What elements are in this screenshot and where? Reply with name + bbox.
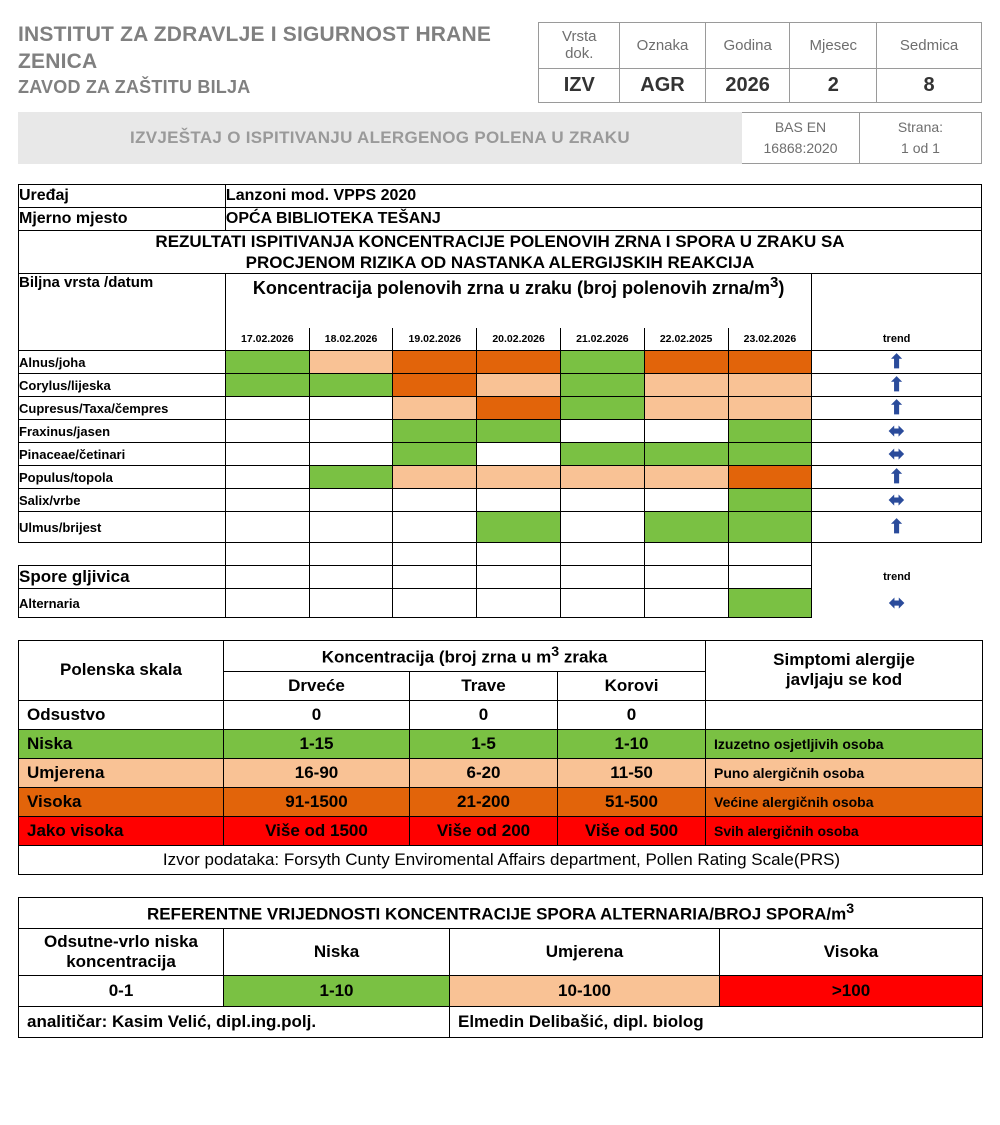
scale-conc-header-sup: 3	[551, 644, 560, 660]
conc-cell	[309, 420, 393, 443]
reference-table-wrap	[18, 897, 982, 1039]
conc-cell	[560, 374, 644, 397]
scale-weeds: 0	[558, 700, 706, 729]
scale-symptoms	[706, 700, 983, 729]
report-title-bar	[18, 112, 982, 164]
conc-cell	[393, 374, 477, 397]
reference-header-umjerena: Umjerena	[450, 928, 720, 976]
spacer-cell	[812, 543, 982, 566]
page-value: 1 od 1	[901, 139, 940, 156]
pollen-scale-wrap	[18, 640, 982, 875]
spacer-cell	[309, 543, 393, 566]
conc-cell	[393, 512, 477, 543]
signature-row	[19, 1007, 983, 1038]
spores-header-cell	[309, 566, 393, 589]
conc-cell	[560, 397, 644, 420]
conc-cell	[644, 397, 728, 420]
concentration-header-end: )	[778, 278, 785, 298]
device-row	[19, 184, 982, 207]
conc-cell	[225, 589, 309, 618]
scale-grass: 1-5	[410, 729, 558, 758]
conc-cell	[560, 466, 644, 489]
reference-title-row	[19, 897, 983, 928]
conc-cell	[309, 351, 393, 374]
doc-value-oznaka: AGR	[620, 68, 706, 102]
conc-cell	[560, 420, 644, 443]
scale-symptoms-header	[706, 641, 983, 701]
spacer-cell	[560, 543, 644, 566]
conc-cell	[393, 351, 477, 374]
spores-header-cell	[560, 566, 644, 589]
scale-trees: 16-90	[224, 758, 410, 787]
spacer-cell	[728, 543, 812, 566]
conc-cell	[393, 489, 477, 512]
scale-symptoms: Puno alergičnih osoba	[706, 758, 983, 787]
conc-cell	[393, 589, 477, 618]
species-name: Pinaceae/četinari	[19, 443, 226, 466]
reference-col1-line-1: Odsutne-vrlo niska	[44, 931, 198, 951]
reference-col1-header	[19, 928, 224, 976]
table-row	[19, 489, 982, 512]
doc-value-sedmica: 8	[877, 68, 982, 102]
conc-cell	[309, 397, 393, 420]
conc-cell	[477, 489, 561, 512]
analyst-label: analitičar: Kasim Velić, dipl.ing.polj.	[19, 1007, 450, 1038]
standard-line-1: BAS EN	[774, 119, 827, 136]
scale-grass: 0	[410, 700, 558, 729]
scale-level: Odsustvo	[19, 700, 224, 729]
institute-line-1: INSTITUT ZA ZDRAVLJE I SIGURNOST HRANE	[18, 23, 492, 46]
page-indicator	[860, 112, 982, 164]
species-name: Populus/topola	[19, 466, 226, 489]
table-row	[19, 374, 982, 397]
results-header-row	[19, 274, 982, 329]
page-label: Strana:	[897, 119, 944, 136]
date-header-7: 23.02.2026	[728, 328, 812, 351]
conc-cell	[393, 466, 477, 489]
conc-cell	[225, 489, 309, 512]
spores-header-cell	[644, 566, 728, 589]
biologist-label: Elmedin Delibašić, dipl. biolog	[450, 1007, 983, 1038]
conc-cell	[225, 466, 309, 489]
conc-cell	[728, 512, 812, 543]
trend-arrow-up-icon: ⬆	[812, 397, 982, 420]
species-name: Ulmus/brijest	[19, 512, 226, 543]
conc-cell	[309, 489, 393, 512]
conc-cell	[644, 374, 728, 397]
conc-cell	[728, 397, 812, 420]
doc-code-values-row	[539, 68, 982, 102]
conc-cell	[225, 443, 309, 466]
species-header-spacer	[19, 328, 226, 351]
document-code-table	[538, 22, 982, 103]
spores-header-cell	[477, 566, 561, 589]
table-row	[19, 466, 982, 489]
reference-col1-line-2: koncentracija	[66, 952, 176, 972]
conc-cell	[477, 466, 561, 489]
conc-cell	[393, 443, 477, 466]
source-note-row	[19, 845, 983, 874]
results-banner	[19, 230, 982, 274]
conc-cell	[477, 374, 561, 397]
spacer-cell	[19, 543, 226, 566]
scale-level: Jako visoka	[19, 816, 224, 845]
concentration-header-sup: 3	[769, 274, 779, 291]
conc-cell	[225, 397, 309, 420]
conc-cell	[477, 512, 561, 543]
conc-cell	[225, 420, 309, 443]
scale-grass: 21-200	[410, 787, 558, 816]
trend-arrow-up-icon: ⬆	[812, 512, 982, 543]
conc-cell	[309, 443, 393, 466]
trend-arrow-up-icon: ⬆	[812, 466, 982, 489]
institute-name	[18, 22, 536, 99]
species-column-header: Biljna vrsta /datum	[19, 274, 226, 329]
scale-level: Umjerena	[19, 758, 224, 787]
scale-grass: Više od 200	[410, 816, 558, 845]
scale-subheader-grass: Trave	[410, 671, 558, 700]
date-header-row	[19, 328, 982, 351]
date-header-6: 22.02.2025	[644, 328, 728, 351]
trend-arrow-flat-icon: ⬌	[812, 443, 982, 466]
conc-cell	[393, 397, 477, 420]
table-row	[19, 351, 982, 374]
table-row	[19, 758, 983, 787]
reference-value-low: 1-10	[224, 976, 450, 1007]
institute-line-2: ZENICA	[18, 49, 98, 73]
scale-level: Visoka	[19, 787, 224, 816]
scale-header-row	[19, 641, 983, 672]
conc-cell	[644, 489, 728, 512]
site-row	[19, 207, 982, 230]
doc-label-mjesec: Mjesec	[790, 23, 877, 69]
table-row	[19, 420, 982, 443]
table-row	[19, 512, 982, 543]
scale-weeds: Više od 500	[558, 816, 706, 845]
date-header-2: 18.02.2026	[309, 328, 393, 351]
scale-conc-header-post: zraka	[559, 647, 608, 667]
pollen-scale-table	[18, 640, 983, 875]
conc-cell	[309, 589, 393, 618]
device-label: Uređaj	[19, 184, 226, 207]
conc-cell	[309, 374, 393, 397]
trend-arrow-flat-icon: ⬌	[812, 489, 982, 512]
doc-label-sedmica: Sedmica	[877, 23, 982, 69]
spacer-cell	[644, 543, 728, 566]
spores-header-cell	[225, 566, 309, 589]
doc-value-vrsta: IZV	[539, 68, 620, 102]
conc-cell	[225, 374, 309, 397]
reference-value-high: >100	[720, 976, 983, 1007]
scale-grass: 6-20	[410, 758, 558, 787]
scale-trees: 1-15	[224, 729, 410, 758]
scale-weeds: 51-500	[558, 787, 706, 816]
spores-header-cell	[393, 566, 477, 589]
source-note: Izvor podataka: Forsyth Cunty Enviromental Affairs department, Pollen Rating Scale(PRS)	[19, 845, 983, 874]
species-name: Corylus/lijeska	[19, 374, 226, 397]
reference-header-niska: Niska	[224, 928, 450, 976]
conc-cell	[477, 589, 561, 618]
conc-cell	[644, 466, 728, 489]
doc-label-godina: Godina	[705, 23, 790, 69]
institute-line-3: ZAVOD ZA ZAŠTITU BILJA	[18, 76, 251, 97]
date-header-5: 21.02.2026	[560, 328, 644, 351]
conc-cell	[728, 489, 812, 512]
conc-cell	[728, 443, 812, 466]
conc-cell	[644, 351, 728, 374]
scale-symptoms-header-line-1: Simptomi alergije	[773, 650, 915, 670]
species-name: Alnus/joha	[19, 351, 226, 374]
conc-cell	[728, 351, 812, 374]
conc-cell	[393, 420, 477, 443]
species-name: Fraxinus/jasen	[19, 420, 226, 443]
scale-weeds: 11-50	[558, 758, 706, 787]
reference-values-row	[19, 976, 983, 1007]
doc-code-labels-row	[539, 23, 982, 69]
scale-subheader-trees: Drveće	[224, 671, 410, 700]
trend-header-spacer	[812, 274, 982, 329]
table-row	[19, 729, 983, 758]
conc-cell	[477, 351, 561, 374]
conc-cell	[225, 512, 309, 543]
standard-line-2: 16868:2020	[763, 139, 838, 156]
scale-trees: 0	[224, 700, 410, 729]
site-label: Mjerno mjesto	[19, 207, 226, 230]
doc-value-godina: 2026	[705, 68, 790, 102]
trend-arrow-flat-icon: ⬌	[888, 592, 905, 614]
scale-symptoms: Svih alergičnih osoba	[706, 816, 983, 845]
reference-value-moderate: 10-100	[450, 976, 720, 1007]
concentration-header-text: Koncentracija polenovih zrna u zraku (broj polenovih zrna/m	[252, 278, 770, 298]
results-table-wrap	[18, 184, 982, 619]
document-header	[18, 0, 982, 103]
results-table	[18, 184, 982, 619]
spacer-cell	[477, 543, 561, 566]
scale-symptoms-header-line-2: javljaju se kod	[785, 670, 903, 690]
scale-conc-header	[224, 641, 706, 672]
conc-cell	[728, 466, 812, 489]
scale-conc-header-pre: Koncentracija (broj zrna u m	[321, 647, 552, 667]
conc-cell	[560, 489, 644, 512]
scale-symptoms: Većine alergičnih osoba	[706, 787, 983, 816]
table-row	[19, 700, 983, 729]
spores-header-row	[19, 566, 982, 589]
reference-title	[19, 897, 983, 928]
scale-level: Niska	[19, 729, 224, 758]
reference-header-visoka: Visoka	[720, 928, 983, 976]
device-value: Lanzoni mod. VPPS 2020	[225, 184, 981, 207]
scale-symptoms: Izuzetno osjetljivih osoba	[706, 729, 983, 758]
table-row	[19, 787, 983, 816]
conc-cell	[728, 420, 812, 443]
conc-cell	[560, 589, 644, 618]
conc-cell	[644, 512, 728, 543]
spacer-cell	[393, 543, 477, 566]
table-row	[19, 397, 982, 420]
species-name: Cupresus/Taxa/čempres	[19, 397, 226, 420]
doc-label-oznaka: Oznaka	[620, 23, 706, 69]
standard-reference	[742, 112, 860, 164]
results-banner-line-1: REZULTATI ISPITIVANJA KONCENTRACIJE POLENOVIH ZRNA I SPORA U ZRAKU SA	[155, 231, 845, 251]
date-header-3: 19.02.2026	[393, 328, 477, 351]
reference-header-row	[19, 928, 983, 976]
conc-cell	[560, 512, 644, 543]
spacer-row	[19, 543, 982, 566]
spacer-cell	[225, 543, 309, 566]
trend-header: trend	[812, 328, 982, 351]
conc-cell	[477, 443, 561, 466]
doc-label-vrsta: Vrsta dok.	[539, 23, 620, 69]
table-row	[19, 816, 983, 845]
results-banner-row	[19, 230, 982, 274]
scale-weeds: 1-10	[558, 729, 706, 758]
reference-title-sup: 3	[846, 900, 855, 917]
site-value: OPĆA BIBLIOTEKA TEŠANJ	[225, 207, 981, 230]
conc-cell	[644, 589, 728, 618]
conc-cell	[225, 351, 309, 374]
report-title: IZVJEŠTAJ O ISPITIVANJU ALERGENOG POLENA U ZRAKU	[18, 112, 742, 164]
spores-header: Spore gljivica	[19, 566, 226, 589]
doc-value-mjesec: 2	[790, 68, 877, 102]
scale-trees: 91-1500	[224, 787, 410, 816]
trend-arrow-up-icon: ⬆	[812, 374, 982, 397]
results-banner-line-2: PROCJENOM RIZIKA OD NASTANKA ALERGIJSKIH REAKCIJA	[245, 252, 755, 272]
scale-trees: Više od 1500	[224, 816, 410, 845]
conc-cell	[728, 374, 812, 397]
species-name: Salix/vrbe	[19, 489, 226, 512]
reference-table	[18, 897, 983, 1039]
conc-cell	[560, 443, 644, 466]
reference-title-text: REFERENTNE VRIJEDNOSTI KONCENTRACIJE SPORA ALTERNARIA/BROJ SPORA/m	[146, 904, 847, 924]
table-row	[19, 443, 982, 466]
trend-arrow-up-icon: ⬆	[812, 351, 982, 374]
scale-col1-header: Polenska skala	[19, 641, 224, 701]
conc-cell	[728, 589, 812, 618]
conc-cell	[644, 420, 728, 443]
spores-trend-header: trend	[883, 571, 911, 583]
conc-cell	[560, 351, 644, 374]
reference-value-absent: 0-1	[19, 976, 224, 1007]
scale-subheader-weeds: Korovi	[558, 671, 706, 700]
table-row	[19, 589, 982, 618]
date-header-1: 17.02.2026	[225, 328, 309, 351]
spores-header-cell	[728, 566, 812, 589]
conc-cell	[309, 466, 393, 489]
conc-cell	[644, 443, 728, 466]
spore-name: Alternaria	[19, 589, 226, 618]
conc-cell	[477, 397, 561, 420]
date-header-4: 20.02.2026	[477, 328, 561, 351]
conc-cell	[477, 420, 561, 443]
concentration-header	[225, 274, 811, 329]
conc-cell	[309, 512, 393, 543]
trend-arrow-flat-icon: ⬌	[812, 420, 982, 443]
